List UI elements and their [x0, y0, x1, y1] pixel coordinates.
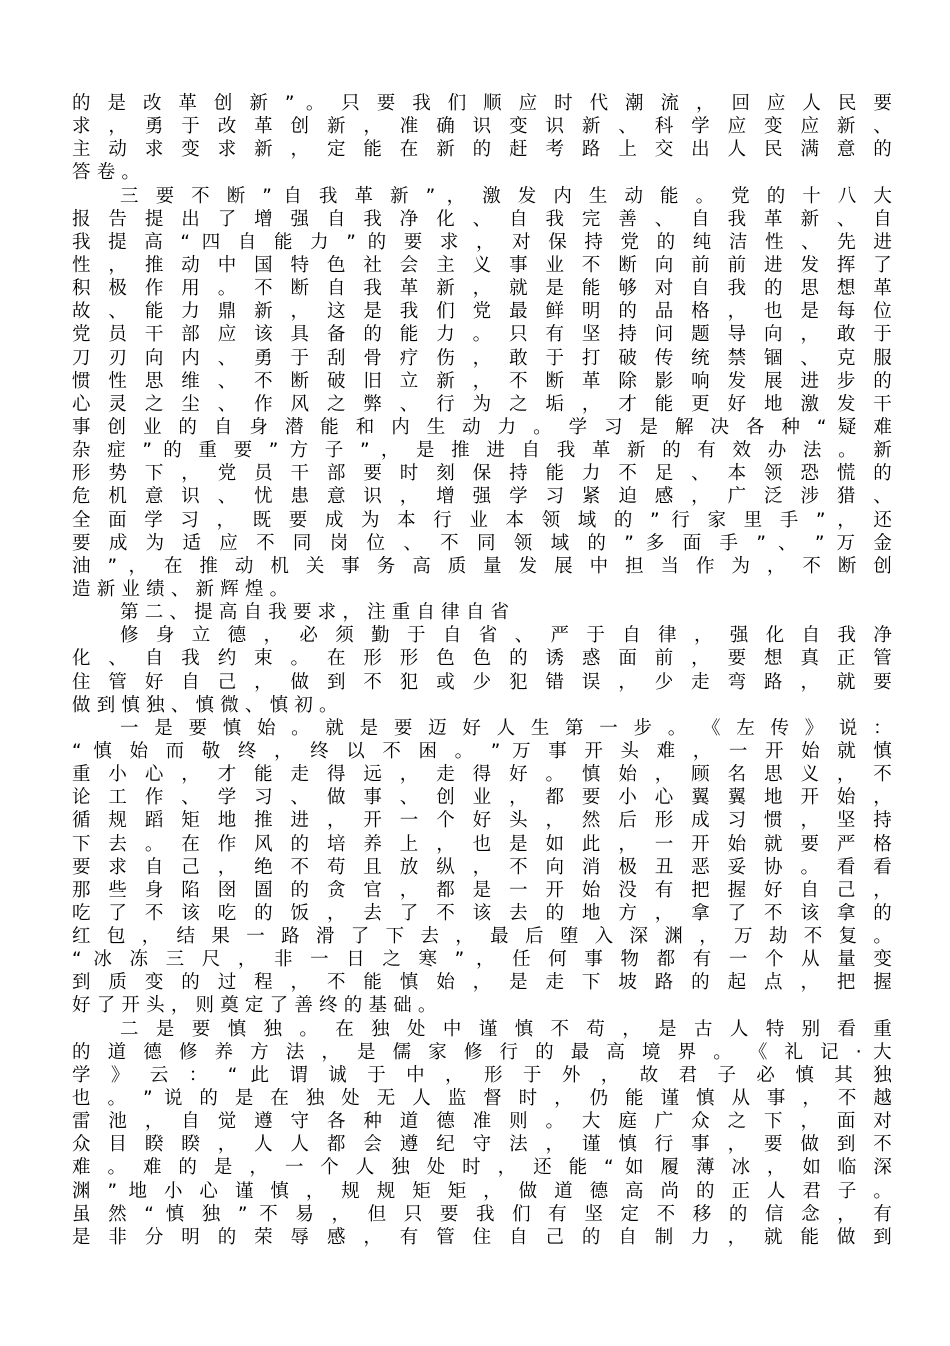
text-line: 下 去 。 在 作 风 的 培 养 上 ， 也 是 如 此 ， 一 开 始 就 要 严 格 — [72, 833, 892, 855]
text-line: 难 。 难 的 是 ， 一 个 人 独 处 时 ， 还 能 “ 如 履 薄 冰 ， 如 临 深 — [72, 1157, 892, 1179]
text-line: 惯 性 思 维 、 不 断 破 旧 立 新 ， 不 断 革 除 影 响 发 展 进 步 的 — [72, 370, 892, 392]
text-line: 主 动 求 变 求 新 ， 定 能 在 新 的 赶 考 路 上 交 出 人 民 满 意 的 — [72, 139, 892, 161]
text-line: 党 员 干 部 应 该 具 备 的 能 力 。 只 有 坚 持 问 题 导 向 ， 敢 于 — [72, 324, 892, 346]
text-line: 是 非 分 明 的 荣 辱 感 ， 有 管 住 自 己 的 自 制 力 ， 就 能 做 到 — [72, 1226, 892, 1248]
text-line: 危 机 意 识 、 忧 患 意 识 ， 增 强 学 习 紧 迫 感 ， 广 泛 涉 猎 、 — [72, 486, 892, 508]
paragraph-start-line: 一 是 要 慎 始 。 就 是 要 迈 好 人 生 第 一 步 。 《 左 传 》 说 ： — [120, 717, 892, 739]
text-line: 也 。 ” 说 的 是 在 独 处 无 人 监 督 时 ， 仍 能 谨 慎 从 事 ， 不 越 — [72, 1088, 892, 1110]
text-line: 全 面 学 习 ， 既 要 成 为 本 行 业 本 领 域 的 ” 行 家 里 手 ” ， 还 — [72, 509, 892, 531]
text-line: 要 成 为 适 应 不 同 岗 位 、 不 同 领 域 的 ” 多 面 手 ” 、 ” 万 金 — [72, 532, 892, 554]
text-line: “ 慎 始 而 敬 终 ， 终 以 不 困 。 ” 万 事 开 头 难 ， 一 开 始 就 慎 — [72, 740, 892, 762]
text-line: 那 些 身 陷 囹 圄 的 贪 官 ， 都 是 一 开 始 没 有 把 握 好 自 己 ， — [72, 879, 892, 901]
text-line: 吃 了 不 该 吃 的 饭 ， 去 了 不 该 去 的 地 方 ， 拿 了 不 该 拿 的 — [72, 902, 892, 924]
text-line: “ 冰 冻 三 尺 ， 非 一 日 之 寒 ” ， 任 何 事 物 都 有 一 个 从 量 变 — [72, 949, 892, 971]
text-line: 众 目 睽 睽 ， 人 人 都 会 遵 纪 守 法 ， 谨 慎 行 事 ， 要 做 到 不 — [72, 1134, 892, 1156]
text-line: 虽 然 “ 慎 独 ” 不 易 ， 但 只 要 我 们 有 坚 定 不 移 的 信 念 ， 有 — [72, 1203, 892, 1225]
text-line: 雷 池 ， 自 觉 遵 守 各 种 道 德 准 则 。 大 庭 广 众 之 下 ， 面 对 — [72, 1111, 892, 1133]
text-line: 渊 ” 地 小 心 谨 慎 ， 规 规 矩 矩 ， 做 道 德 高 尚 的 正 人 君 子 。 — [72, 1180, 892, 1202]
text-line: 性 ， 推 动 中 国 特 色 社 会 主 义 事 业 不 断 向 前 前 进 发 挥 了 — [72, 254, 892, 276]
text-line: 杂 症 ” 的 重 要 ” 方 子 ” ， 是 推 进 自 我 革 新 的 有 效 办 法 。 新 — [72, 440, 892, 462]
text-line: 重 小 心 ， 才 能 走 得 远 ， 走 得 好 。 慎 始 ， 顾 名 思 义 ， 不 — [72, 764, 892, 786]
text-line: 做到慎独、慎微、慎初。 — [72, 694, 344, 716]
text-line: 的 是 改 革 创 新 ” 。 只 要 我 们 顺 应 时 代 潮 流 ， 回 应 人 民 要 — [72, 93, 892, 114]
text-line: 报 告 提 出 了 增 强 自 我 净 化 、 自 我 完 善 、 自 我 革 新 、 自 — [72, 208, 892, 230]
text-line: 红 包 ， 结 果 一 路 滑 了 下 去 ， 最 后 堕 入 深 渊 ， 万 劫 不 复 。 — [72, 926, 892, 948]
text-line: 刀 刃 向 内 、 勇 于 刮 骨 疗 伤 ， 敢 于 打 破 传 统 禁 锢 、 克 服 — [72, 347, 892, 369]
section-heading: 第二、提高自我要求，注重自律自省 — [120, 602, 516, 624]
text-line: 积 极 作 用 。 不 断 自 我 革 新 ， 就 是 能 够 对 自 我 的 思 想 革 — [72, 278, 892, 300]
text-line: 要 求 自 己 ， 绝 不 苟 且 放 纵 ， 不 向 消 极 丑 恶 妥 协 。 看 看 — [72, 856, 892, 878]
text-line: 形 势 下 ， 党 员 干 部 要 时 刻 保 持 能 力 不 足 、 本 领 恐 慌 的 — [72, 463, 892, 485]
text-line: 住 管 好 自 己 ， 做 到 不 犯 或 少 犯 错 误 ， 少 走 弯 路 ， 就 要 — [72, 671, 892, 693]
text-line: 求 ， 勇 于 改 革 创 新 ， 准 确 识 变 识 新 、 科 学 应 变 应 新 、 — [72, 116, 892, 138]
text-line: 的 道 德 修 养 方 法 ， 是 儒 家 修 行 的 最 高 境 界 。 《 礼 记 · 大 — [72, 1041, 892, 1063]
text-line: 事 创 业 的 自 身 潜 能 和 内 生 动 力 。 学 习 是 解 决 各 种 “ 疑 难 — [72, 416, 892, 438]
text-line: 油 ” ， 在 推 动 机 关 事 务 高 质 量 发 展 中 担 当 作 为 ， 不 断 创 — [72, 555, 892, 577]
text-line: 学 》 云 ： “ 此 谓 诚 于 中 ， 形 于 外 ， 故 君 子 必 慎 其 独 — [72, 1064, 892, 1086]
text-line: 造新业绩、新辉煌。 — [72, 578, 295, 600]
paragraph-start-line: 三 要 不 断 ” 自 我 革 新 ” ， 激 发 内 生 动 能 。 党 的 十 八 大 — [120, 185, 892, 207]
text-line: 循 规 蹈 矩 地 推 进 ， 开 一 个 好 头 ， 然 后 形 成 习 惯 ， 坚 持 — [72, 810, 892, 832]
text-line: 论 工 作 、 学 习 、 做 事 、 创 业 ， 都 要 小 心 翼 翼 地 开 始 ， — [72, 787, 892, 809]
paragraph-start-line: 修 身 立 德 ， 必 须 勤 于 自 省 、 严 于 自 律 ， 强 化 自 我 净 — [120, 625, 892, 647]
text-line: 到 质 变 的 过 程 ， 不 能 慎 始 ， 是 走 下 坡 路 的 起 点 ， 把 握 — [72, 972, 892, 994]
text-line: 故 、 能 力 鼎 新 ， 这 是 我 们 党 最 鲜 明 的 品 格 ， 也 是 每 位 — [72, 301, 892, 323]
text-line: 好了开头，则奠定了善终的基础。 — [72, 995, 443, 1017]
paragraph-start-line: 二 是 要 慎 独 。 在 独 处 中 谨 慎 不 苟 ， 是 古 人 特 别 看 重 — [120, 1018, 892, 1040]
text-line: 我 提 高 “ 四 自 能 力 ” 的 要 求 ， 对 保 持 党 的 纯 洁 性 、 先 进 — [72, 231, 892, 253]
document-page — [72, 92, 892, 1249]
text-line: 心 灵 之 尘 、 作 风 之 弊 、 行 为 之 垢 ， 才 能 更 好 地 激 发 干 — [72, 393, 892, 415]
text-line: 化 、 自 我 约 束 。 在 形 形 色 色 的 诱 惑 面 前 ， 要 想 真 正 管 — [72, 648, 892, 670]
text-line: 答卷。 — [72, 162, 147, 184]
